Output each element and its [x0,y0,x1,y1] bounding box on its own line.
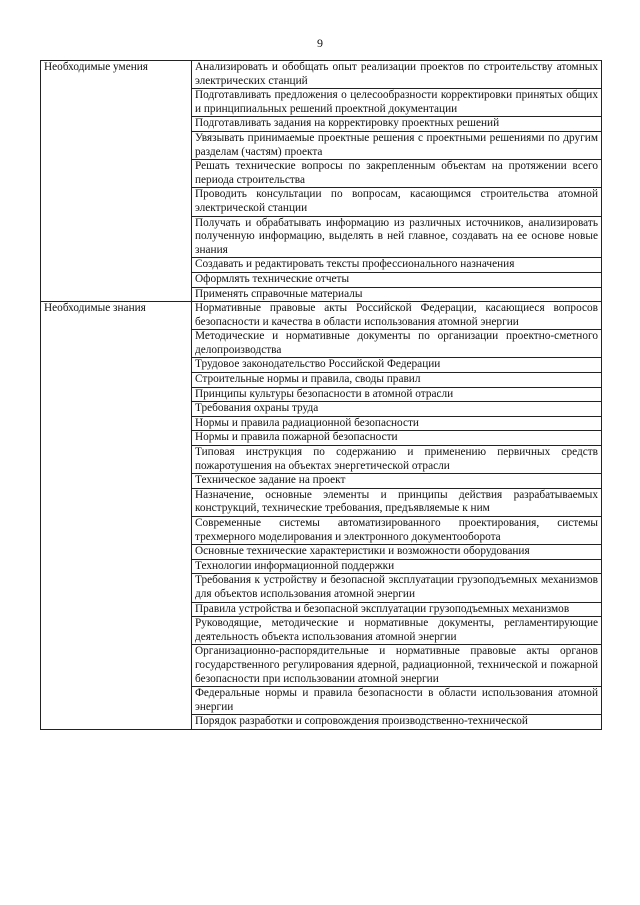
table-cell-item: Техническое задание на проект [192,474,602,489]
table-cell-item: Создавать и редактировать тексты профессионального назначения [192,258,602,273]
table-cell-item: Правила устройства и безопасной эксплуатации грузоподъемных механизмов [192,602,602,617]
table-cell-item: Трудовое законодательство Российской Федерации [192,358,602,373]
table-cell-item: Получать и обрабатывать информацию из различных источников, анализировать полученную информацию, выделять в ней главное, создавать на ее основе новые знания [192,216,602,258]
table-cell-item: Основные технические характеристики и возможности оборудования [192,545,602,560]
table-cell-item: Руководящие, методические и нормативные документы, регламентирующие деятельность объекта использования атомной энергии [192,617,602,645]
table-cell-item: Проводить консультации по вопросам, касающимся строительства атомной электрической станции [192,188,602,216]
table-cell-item: Требования охраны труда [192,402,602,417]
section-title: Необходимые умения [41,61,192,302]
table-cell-item: Решать технические вопросы по закрепленным объектам на протяжении всего периода строительства [192,160,602,188]
table-cell-item: Строительные нормы и правила, своды правил [192,373,602,388]
table-cell-item: Требования к устройству и безопасной эксплуатации грузоподъемных механизмов для объектов использования атомной энергии [192,574,602,602]
requirements-table-body [41,61,602,730]
section-title: Необходимые знания [41,302,192,730]
table-cell-item: Типовая инструкция по содержанию и применению первичных средств пожаротушения на объектах энергетической отрасли [192,446,602,474]
table-cell-item: Нормативные правовые акты Российской Федерации, касающиеся вопросов безопасности и качества в области использования атомной энергии [192,302,602,330]
table-cell-item: Федеральные нормы и правила безопасности в области использования атомной энергии [192,687,602,715]
table-cell-item: Анализировать и обобщать опыт реализации проектов по строительству атомных электрических станций [192,61,602,89]
table-cell-item: Оформлять технические отчеты [192,272,602,287]
table-cell-item: Назначение, основные элементы и принципы действия разрабатываемых конструкций, технические требования, предъявляемые к ним [192,488,602,516]
table-cell-item: Технологии информационной поддержки [192,559,602,574]
table-row [41,302,602,330]
table-cell-item: Подготавливать предложения о целесообразности корректировки принятых общих и принципиальных решений проектной документации [192,89,602,117]
table-cell-item: Подготавливать задания на корректировку проектных решений [192,117,602,132]
table-cell-item: Принципы культуры безопасности в атомной отрасли [192,387,602,402]
table-cell-item: Методические и нормативные документы по организации проектно-сметного делопроизводства [192,330,602,358]
table-cell-item: Нормы и правила радиационной безопасности [192,416,602,431]
table-cell-item: Нормы и правила пожарной безопасности [192,431,602,446]
table-cell-item: Современные системы автоматизированного проектирования, системы трехмерного моделирования и электронного документооборота [192,517,602,545]
table-cell-item: Организационно-распорядительные и нормативные правовые акты органов государственного регулирования ядерной, радиационной, технической и пожарной безопасности при использовании атомной энергии [192,645,602,687]
table-cell-item: Увязывать принимаемые проектные решения с проектными решениями по другим разделам (частям) проекта [192,131,602,159]
table-cell-item: Применять справочные материалы [192,287,602,302]
requirements-table [40,60,602,730]
page-number: 9 [317,36,323,50]
table-row [41,61,602,89]
table-cell-item: Порядок разработки и сопровождения производственно-технической [192,715,602,730]
